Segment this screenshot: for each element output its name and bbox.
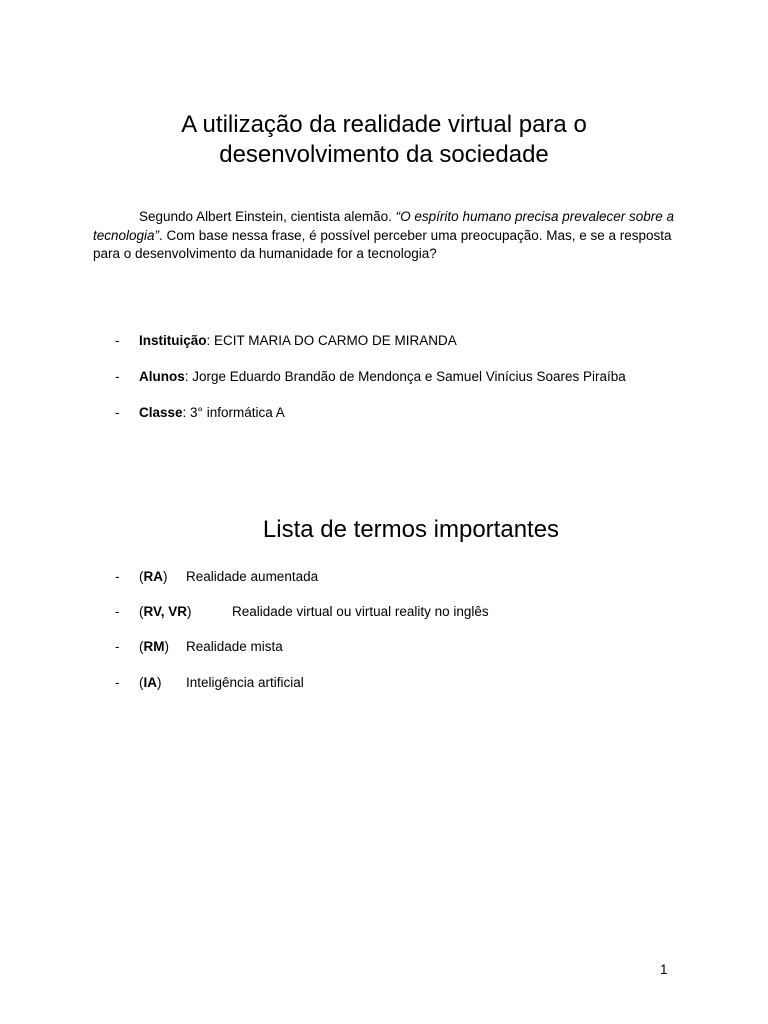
list-dash: - xyxy=(115,604,120,619)
term-abbreviation: (IA) xyxy=(139,675,162,690)
list-dash: - xyxy=(115,333,120,348)
list-dash: - xyxy=(115,405,120,420)
info-value: : 3° informática A xyxy=(182,405,285,420)
term-definition: Realidade aumentada xyxy=(186,569,319,584)
term-definition: Inteligência artificial xyxy=(186,675,304,690)
list-dash: - xyxy=(115,675,120,690)
term-abbreviation: (RV, VR) xyxy=(139,604,192,619)
document-title-line1: A utilização da realidade virtual para o xyxy=(181,111,587,138)
list-dash: - xyxy=(115,369,120,384)
info-label: Instituição xyxy=(139,333,207,348)
list-dash: - xyxy=(115,569,120,584)
info-value: : Jorge Eduardo Brandão de Mendonça e Samuel Vinícius Soares Piraíba xyxy=(184,369,626,384)
list-dash: - xyxy=(115,639,120,654)
term-abbreviation: (RM) xyxy=(139,639,169,654)
intro-rest: . Com base nessa frase, é possível perceber uma preocupação. Mas, e se a resposta para o desenvolvimento da humanidade for a tecnologia? xyxy=(93,227,672,261)
term-definition: Realidade mista xyxy=(186,639,283,654)
info-value: : ECIT MARIA DO CARMO DE MIRANDA xyxy=(206,333,457,348)
term-definition: Realidade virtual ou virtual reality no inglês xyxy=(232,604,489,619)
intro-paragraph xyxy=(93,208,675,264)
term-abbreviation: (RA) xyxy=(139,569,168,584)
info-label: Alunos xyxy=(139,369,185,384)
intro-quote: “O espírito humano precisa prevalecer sobre a tecnologia” xyxy=(93,209,675,243)
page-number: 1 xyxy=(660,962,668,977)
terms-section-title: Lista de termos importantes xyxy=(262,516,560,543)
info-label: Classe xyxy=(139,405,183,420)
intro-lead: Segundo Albert Einstein, cientista alemão. xyxy=(139,209,396,224)
document-title xyxy=(60,110,708,170)
document-title-line2: desenvolvimento da sociedade xyxy=(219,141,549,168)
